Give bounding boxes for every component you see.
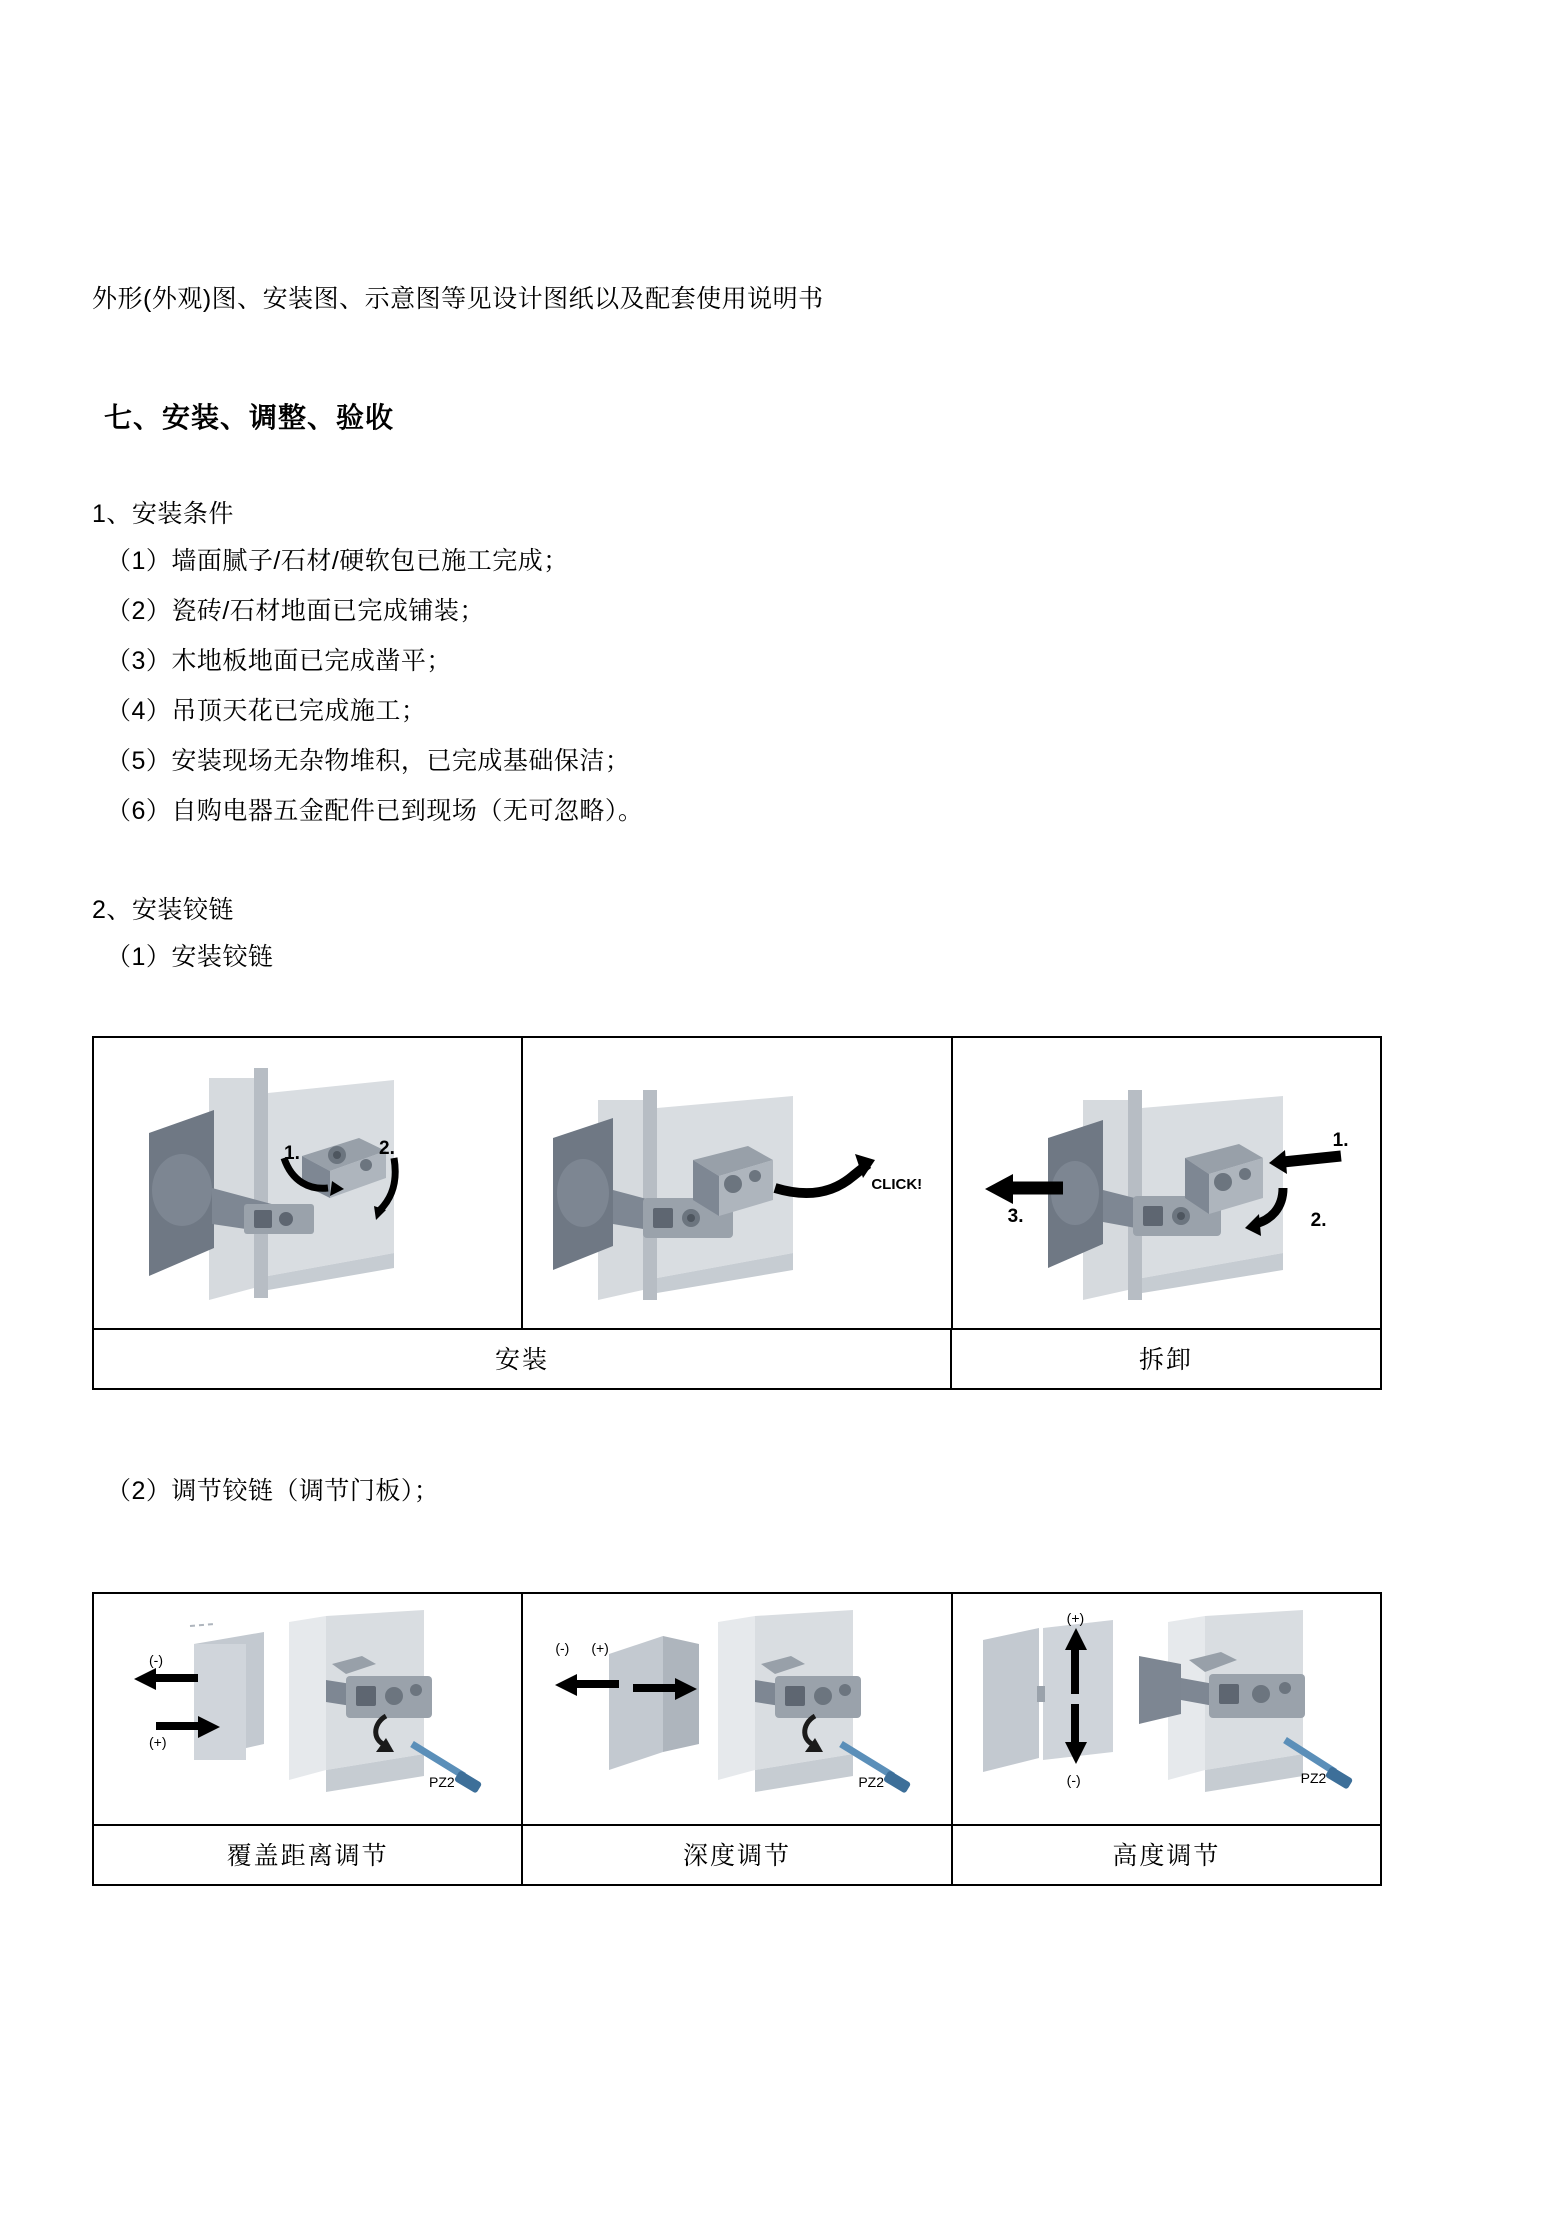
label-step-3: 3.: [1007, 1206, 1024, 1227]
figure-hinge-adjust: [92, 1592, 1382, 1826]
figure-hinge-install: [92, 1036, 1382, 1330]
condition-item: （2）瓷砖/石材地面已完成铺装；: [106, 597, 485, 625]
figure-caption-cell-install: [94, 1330, 952, 1388]
label-pz2: PZ2: [429, 1774, 455, 1790]
section-title: 七、安装、调整、验收: [104, 402, 395, 433]
figure-cell-remove: [953, 1038, 1380, 1328]
condition-item: （6）自购电器五金配件已到现场（无可忽略）。: [106, 797, 644, 825]
condition-item: （5）安装现场无杂物堆积，已完成基础保洁；: [106, 747, 631, 775]
label-step-2: 2.: [379, 1138, 395, 1159]
height-adjust-illustration: [953, 1594, 1380, 1824]
hinge-install-illustration: [94, 1038, 521, 1328]
label-pz2: PZ2: [858, 1774, 885, 1790]
figure-caption-remove: 拆卸: [1138, 1346, 1193, 1374]
figure-cell-install-step1: [94, 1038, 523, 1328]
condition-item: （1）墙面腻子/石材/硬软包已施工完成；: [106, 547, 569, 575]
figure-cell-height-adjust: [953, 1594, 1380, 1824]
label-minus: (-): [555, 1640, 570, 1656]
figure-caption-cell-height: [953, 1826, 1380, 1884]
figure-hinge-install-captions: [92, 1330, 1382, 1390]
figure-cell-overlay-adjust: [94, 1594, 523, 1824]
figure-art-height-adjust: [953, 1594, 1380, 1824]
label-step-1: 1.: [1332, 1130, 1349, 1151]
figure-caption-cell-overlay: [94, 1826, 523, 1884]
intro-line: 外形(外观)图、安装图、示意图等见设计图纸以及配套使用说明书: [92, 285, 824, 313]
label-minus: (-): [149, 1652, 163, 1668]
figure-art-depth-adjust: [523, 1594, 950, 1824]
hinge-step-2-label: （2）调节铰链（调节门板）；: [106, 1477, 440, 1505]
figure-cell-depth-adjust: [523, 1594, 952, 1824]
figure-caption-overlay: 覆盖距离调节: [226, 1842, 389, 1870]
hinge-step-1-label: （1）安装铰链: [106, 943, 274, 971]
label-plus: (+): [1066, 1610, 1085, 1626]
label-plus: (+): [149, 1734, 167, 1750]
label-plus: (+): [591, 1640, 609, 1656]
label-step-1: 1.: [284, 1143, 300, 1164]
figure-art-install-step2: [523, 1038, 950, 1328]
label-step-2: 2.: [1310, 1210, 1327, 1231]
figure-art-remove: [953, 1038, 1380, 1328]
condition-item: （4）吊顶天花已完成施工；: [106, 697, 427, 725]
label-click: CLICK!: [871, 1176, 923, 1193]
figure-caption-cell-depth: [523, 1826, 952, 1884]
subsection-install-conditions-title: 1、安装条件: [92, 500, 234, 528]
figure-caption-install: 安装: [494, 1346, 549, 1374]
figure-caption-cell-remove: [952, 1330, 1380, 1388]
figure-art-overlay-adjust: [94, 1594, 521, 1824]
document-content: [92, 280, 1412, 1886]
figure-hinge-adjust-captions: [92, 1826, 1382, 1886]
label-pz2: PZ2: [1300, 1770, 1327, 1786]
depth-adjust-illustration: [523, 1594, 950, 1824]
figure-cell-install-step2: [523, 1038, 952, 1328]
overlay-adjust-illustration: [94, 1594, 521, 1824]
figure-caption-height: 高度调节: [1112, 1842, 1221, 1870]
figure-art-install-step1: [94, 1038, 521, 1328]
subsection-install-hinge-title: 2、安装铰链: [92, 896, 234, 924]
condition-item: （3）木地板地面已完成凿平；: [106, 647, 452, 675]
hinge-remove-illustration: [953, 1038, 1380, 1328]
label-minus: (-): [1066, 1772, 1081, 1788]
figure-caption-depth: 深度调节: [682, 1842, 791, 1870]
